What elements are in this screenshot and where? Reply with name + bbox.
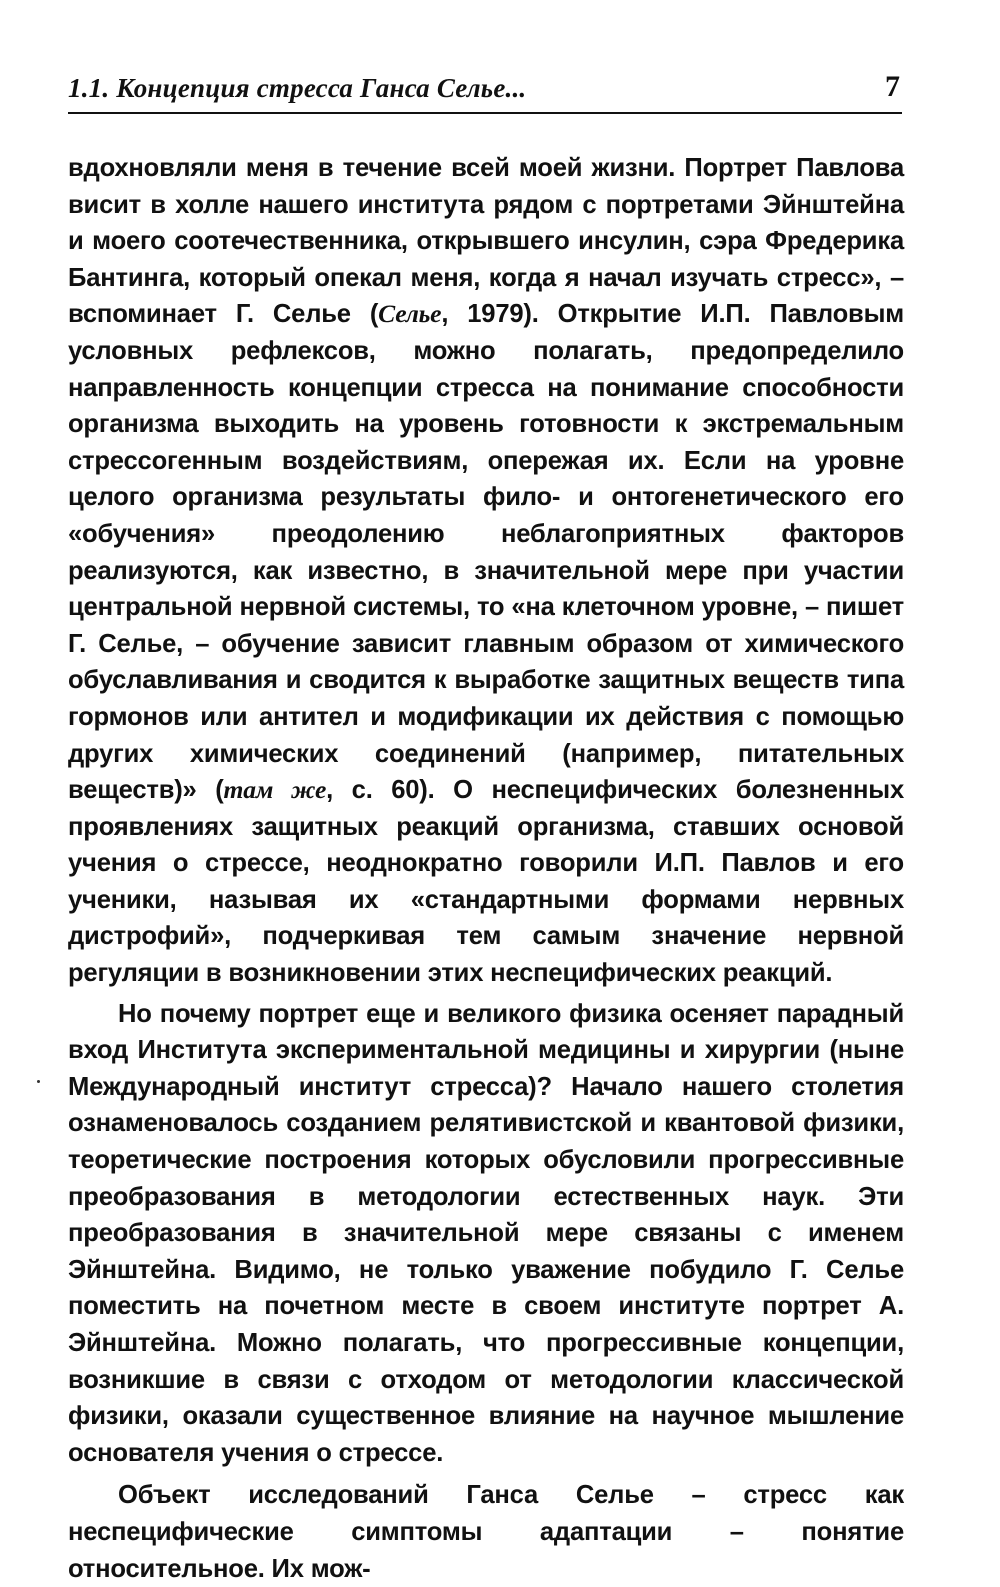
scan-dust-mark	[37, 1080, 40, 1083]
paragraph-2: Но почему портрет еще и великого физика осеняет парадный вход Института экспериментальной медицины и хирургии (ныне Международный институт стресса)? Начало нашего столетия ознаменовалось созданием релятивистской и квантовой физики, теоретические построения которых обусловили прогрессивные преобразования в методологии естественных наук. Эти преобразования в значительной мере связаны с именем Эйнштейна. Видимо, не только уважение побудило Г. Селье поместить на почетном месте в своем институте портрет А. Эйнштейна. Можно полагать, что прогрессивные концепции, возникшие в связи с отходом от методологии классической физики, оказали существенное влияние на научное мышление основателя учения о стрессе.	[68, 999, 904, 1467]
paragraph-1-part-3: , с. 60). О неспецифических болезненных проявлениях защитных реакций организма, ставших основой учения о стрессе, неоднократно говорили И.П. Павлов и его ученики, называя их «стандартными формами нервных дистрофий», подчеркивая тем самым значение нервной регуляции в возникновении этих неспецифических реакций.	[68, 776, 904, 988]
paragraph-1-part-1: вдохновляли меня в течение всей моей жизни. Портрет Павлова висит в холле нашего института рядом с портретами Эйнштейна и моего соотечественника, открывшего инсулин, сэра Фредерика Бантинга, который опекал меня, когда я начал изучать стресс», – вспоминает Г. Селье (	[68, 154, 904, 329]
running-header	[68, 64, 902, 114]
page-number: 7	[885, 70, 900, 103]
body-text	[68, 150, 904, 1587]
paragraph-1-citation-ibid: там же	[223, 775, 327, 805]
paragraph-1	[68, 150, 904, 992]
paragraph-1-citation-selye: Селье	[378, 299, 442, 329]
paragraph-1-part-2: , 1979). Открытие И.П. Павловым условных рефлексов, можно полагать, предопределило направленность концепции стресса на понимание способности организма выходить на уровень готовности к экстремальным стрессогенным воздействиям, опережая их. Если на уровне целого организма результаты фило- и онтогенетического его «обучения» преодолению неблагоприятных факторов реализуются, как известно, в значительной мере при участии центральной нервной системы, то «на клеточном уровне, – пишет Г. Селье, – обучение зависит главным образом от химического обуславливания и сводится к выработке защитных веществ типа гормонов или антител и модификации их действия с помощью других химических соединений (например, питательных веществ)» (	[68, 300, 904, 805]
paragraph-3: Объект исследований Ганса Селье – стресс как неспецифические симптомы адаптации – понятие относительное. Их мож-	[68, 1481, 904, 1583]
chapter-header-title: 1.1. Концепция стресса Ганса Селье...	[68, 73, 527, 103]
